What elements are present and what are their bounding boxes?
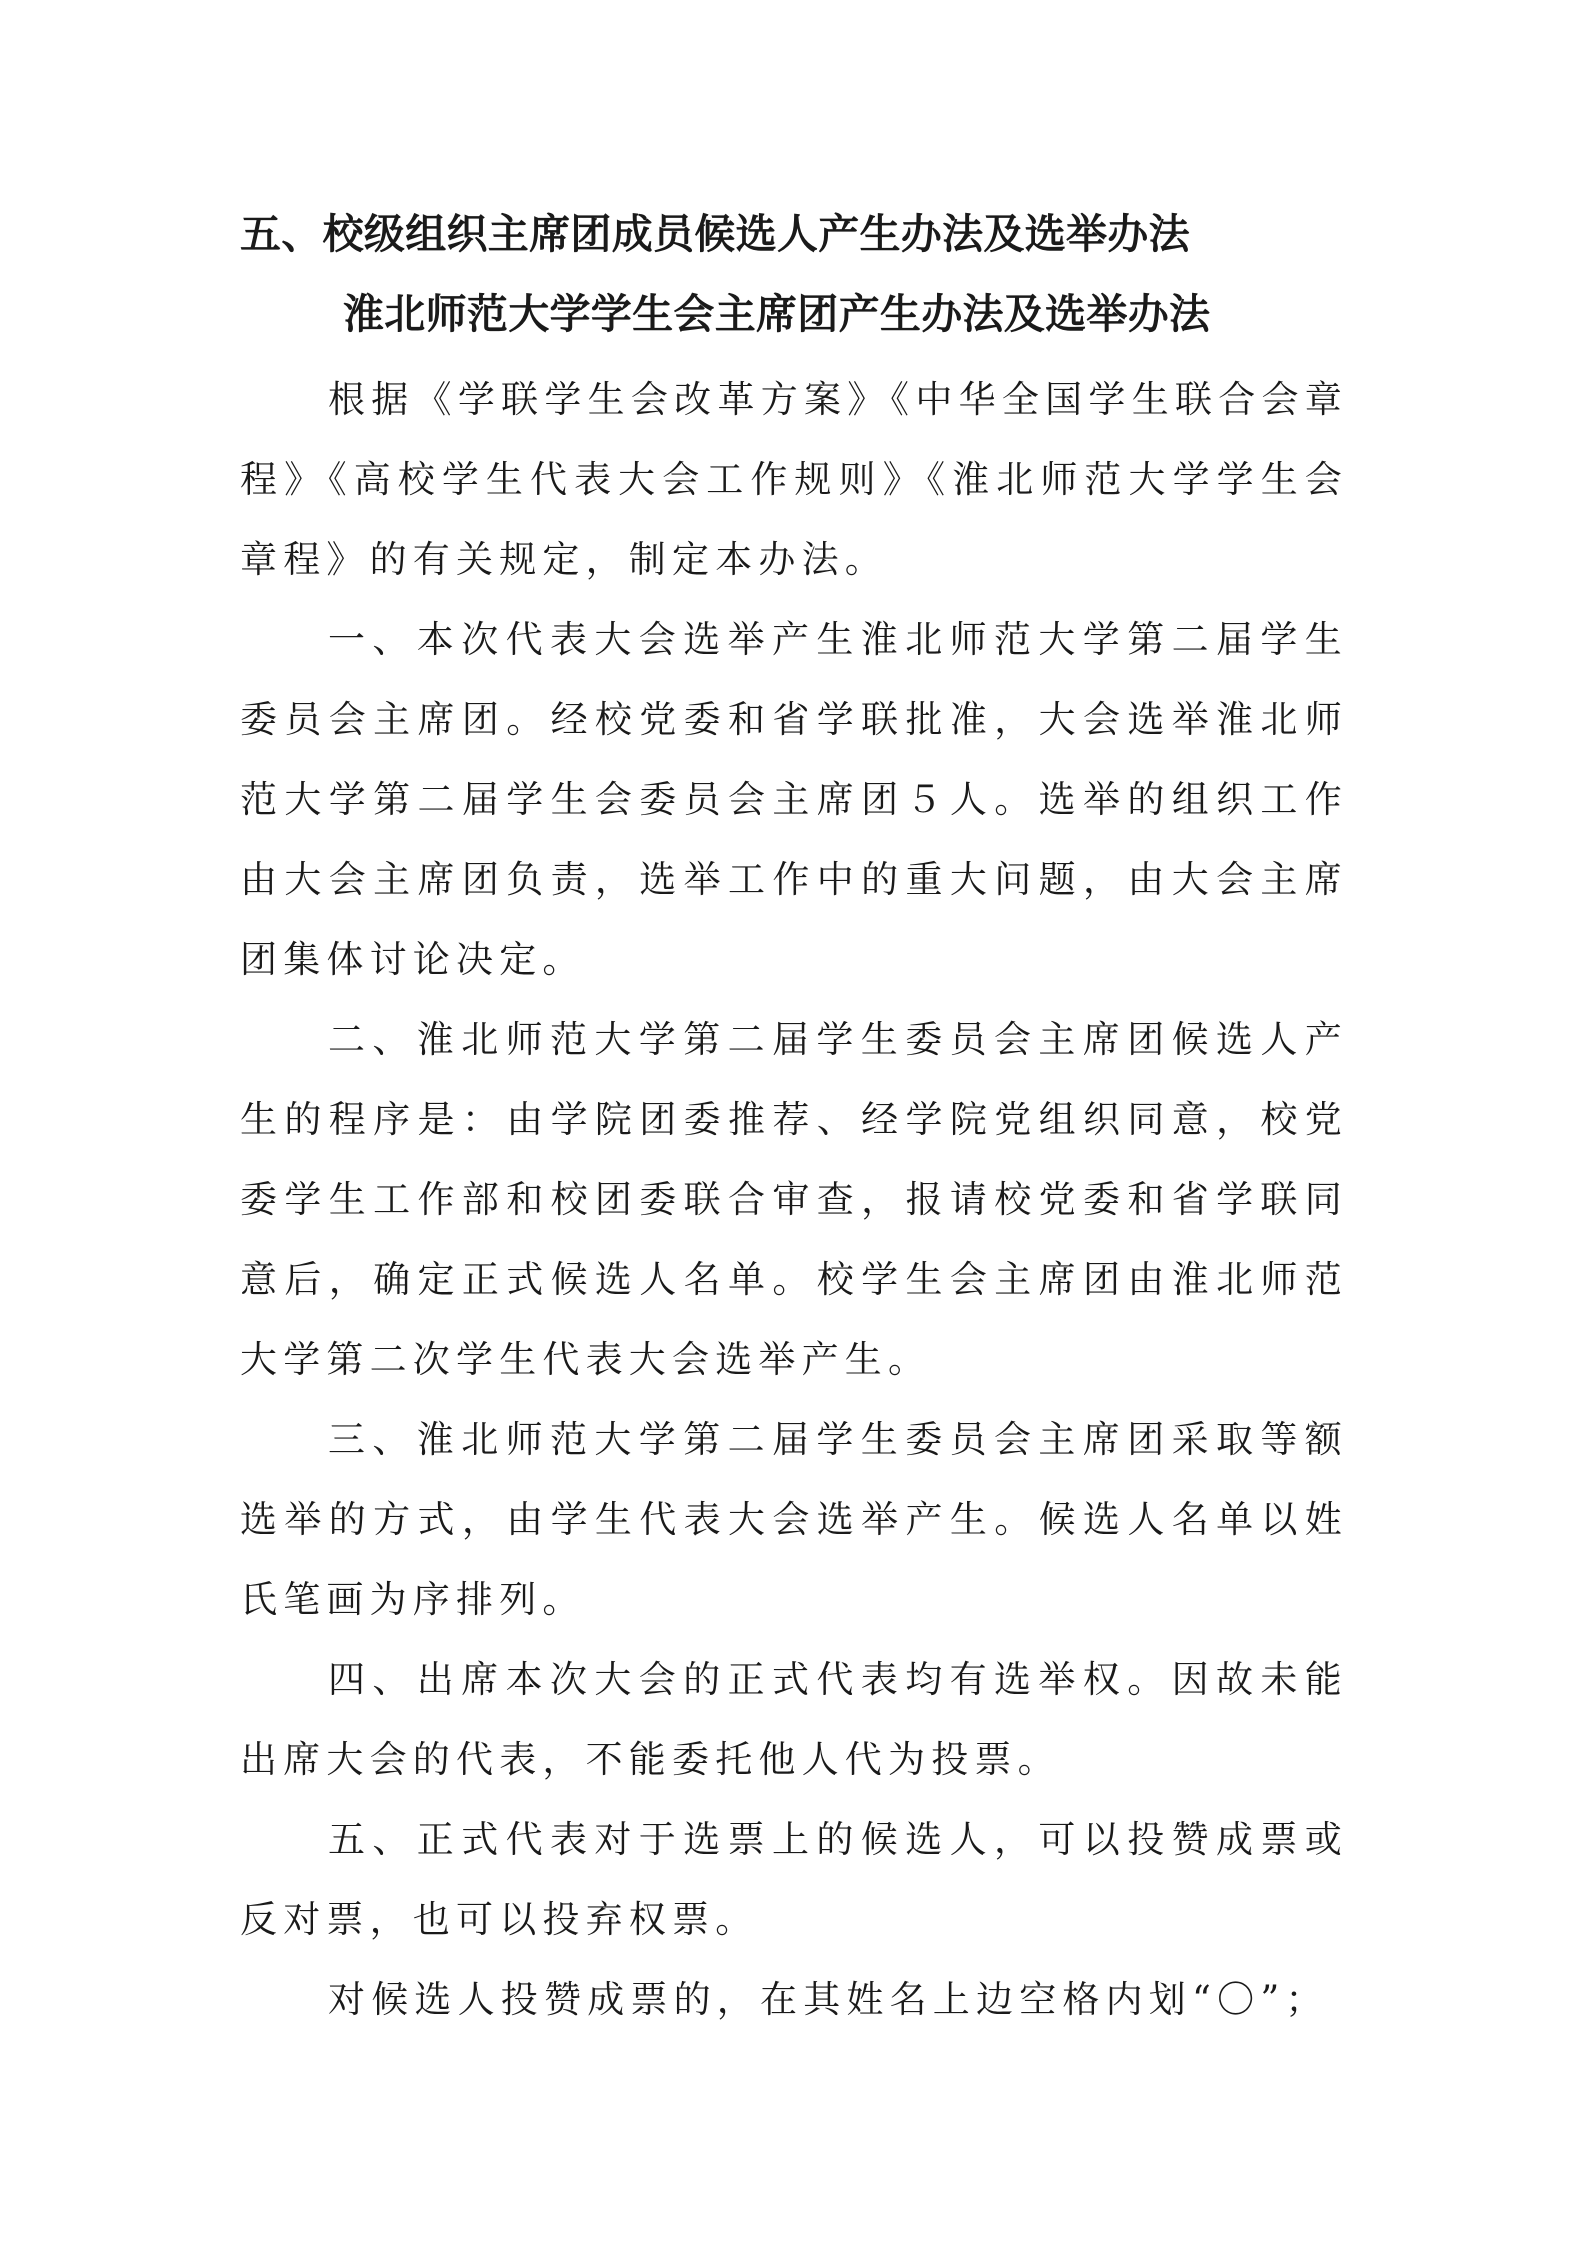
- document-body: [240, 360, 1348, 2040]
- paragraph-voting-rule: 对候选人投赞成票的，在其姓名上边空格内划“〇”；: [328, 1978, 1329, 2021]
- paragraph-article-2: 二、淮北师范大学第二届学生委员会主席团候选人产生的程序是：由学院团委推荐、经学院党组织同意，校党委学生工作部和校团委联合审查，报请校党委和省学联同意后，确定正式候选人名单。校学生会主席团由淮北师范大学第二次学生代表大会选举产生。: [240, 1018, 1348, 1381]
- paragraph-article-3: 三、淮北师范大学第二届学生委员会主席团采取等额选举的方式，由学生代表大会选举产生。候选人名单以姓氏笔画为序排列。: [240, 1418, 1348, 1621]
- paragraph-article-5: 五、正式代表对于选票上的候选人，可以投赞成票或反对票，也可以投弃权票。: [240, 1818, 1348, 1941]
- section-heading: 五、校级组织主席团成员候选人产生办法及选举办法: [240, 210, 1190, 258]
- document-title: 淮北师范大学学生会主席团产生办法及选举办法: [343, 290, 1211, 338]
- paragraph-article-1: 一、本次代表大会选举产生淮北师范大学第二届学生委员会主席团。经校党委和省学联批准，大会选举淮北师范大学第二届学生会委员会主席团５人。选举的组织工作由大会主席团负责，选举工作中的重大问题，由大会主席团集体讨论决定。: [240, 618, 1348, 981]
- paragraph-preamble: 根据《学联学生会改革方案》《中华全国学生联合会章程》《高校学生代表大会工作规则》《淮北师范大学学生会章程》的有关规定，制定本办法。: [240, 378, 1348, 581]
- paragraph-article-4: 四、出席本次大会的正式代表均有选举权。因故未能出席大会的代表，不能委托他人代为投票。: [240, 1658, 1348, 1781]
